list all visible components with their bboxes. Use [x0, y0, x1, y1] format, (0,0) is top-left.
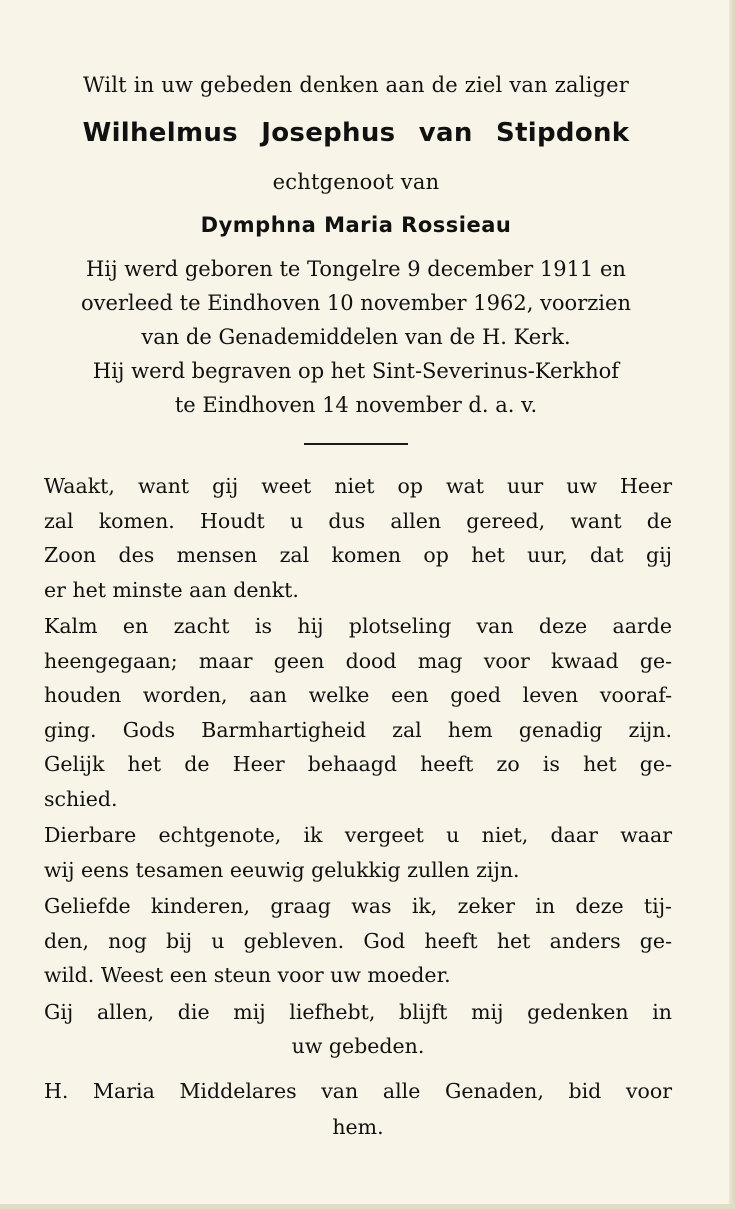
text-line: Gij allen, die mij liefhebt, blijft mij gedenken in [44, 999, 672, 1024]
text-line: schied. [44, 786, 118, 811]
text-line: Kalm en zacht is hij plotseling van deze aarde [44, 614, 672, 638]
text-line: Gelijk het de Heer behaagd heeft zo is het ge- [44, 752, 672, 776]
bio-line: Hij werd begraven op het Sint-Severinus-Kerkhof [92, 359, 620, 383]
text-line: Dierbare echtgenote, ik vergeet u niet, daar waar [44, 823, 672, 847]
text-line: uw gebeden. [291, 1034, 425, 1058]
divider [304, 443, 408, 445]
bio-line: overleed te Eindhoven 10 november 1962, voorzien [81, 291, 631, 315]
text-line: zal komen. Houdt u dus allen gereed, want de [44, 508, 672, 533]
biography [40, 252, 672, 422]
paragraph [44, 995, 672, 1064]
text-line: den, nog bij u gebleven. God heeft het anders ge- [44, 928, 672, 953]
bio-line: Hij werd geboren te Tongelre 9 december 1911 en [86, 257, 626, 281]
text-line: wij eens tesamen eeuwig gelukkig zullen zijn. [44, 857, 520, 882]
text-line: er het minste aan denkt. [44, 577, 299, 602]
paragraph [44, 609, 672, 816]
spouse-name: Dymphna Maria Rossieau [200, 213, 512, 237]
text-line: hem. [332, 1115, 384, 1139]
paragraph [44, 889, 672, 993]
bio-line: van de Genademiddelen van de H. Kerk. [141, 325, 571, 349]
text-line: heengegaan; maar geen dood mag voor kwaad ge- [44, 648, 672, 673]
paragraph [44, 469, 672, 607]
text-line: Zoon des mensen zal komen op het uur, dat gij [44, 543, 672, 567]
card-edge [729, 0, 735, 1209]
deceased-name: Wilhelmus Josephus van Stipdonk [82, 118, 630, 148]
text-line: ging. Gods Barmhartigheid zal hem genadig zijn. [44, 717, 672, 742]
text-line: wild. Weest een steun voor uw moeder. [44, 963, 451, 987]
paragraph [44, 818, 672, 887]
spouse-label: echtgenoot van [272, 170, 440, 194]
text-line: H. Maria Middelares van alle Genaden, bid voor [44, 1079, 672, 1103]
closing-prayer [44, 1073, 672, 1145]
card-edge-bottom [0, 1204, 735, 1209]
verse-text [44, 469, 672, 1066]
text-line: Waakt, want gij weet niet op wat uur uw Heer [44, 474, 672, 498]
text-line: Geliefde kinderen, graag was ik, zeker in deze tij- [44, 894, 672, 918]
intro-text: Wilt in uw gebeden denken aan de ziel van zaliger [82, 73, 630, 97]
bio-line: te Eindhoven 14 november d. a. v. [174, 393, 538, 417]
text-line: houden worden, aan welke een goed leven vooraf- [44, 683, 672, 707]
